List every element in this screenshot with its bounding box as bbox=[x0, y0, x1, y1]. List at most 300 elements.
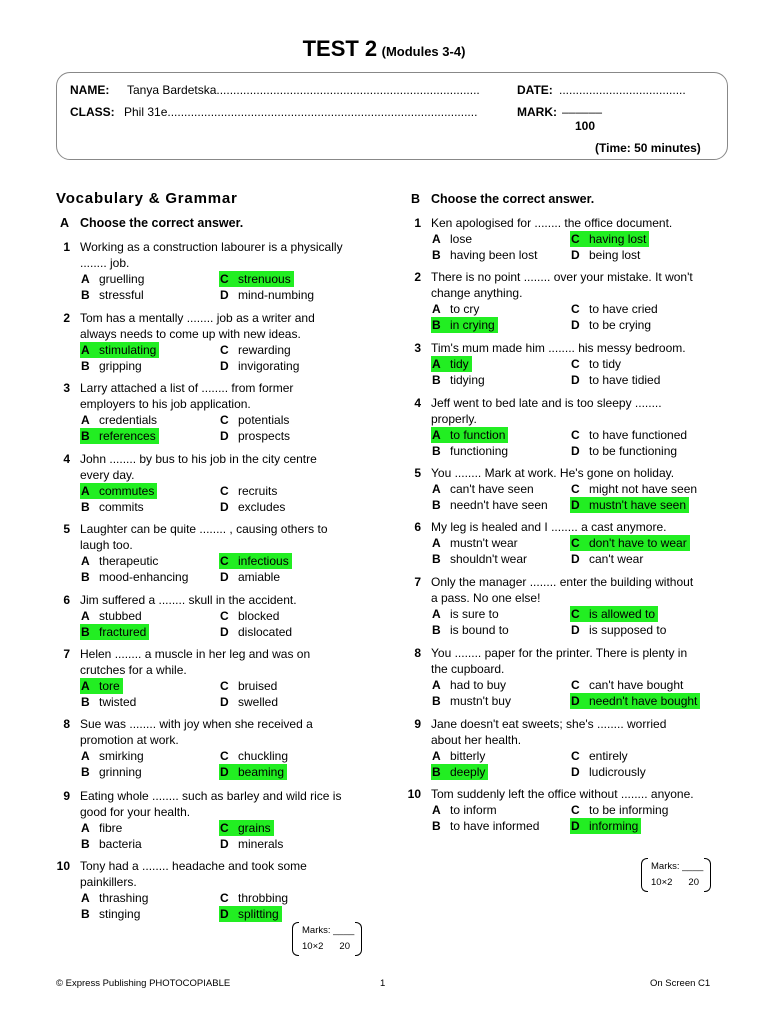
option-letter: C bbox=[571, 428, 580, 442]
option-text: having lost bbox=[589, 232, 647, 246]
question-number: 1 bbox=[414, 216, 421, 230]
option-letter: B bbox=[432, 373, 441, 387]
option-letter: A bbox=[81, 554, 90, 568]
mark-field[interactable]: –––––– bbox=[562, 105, 603, 119]
option-letter: C bbox=[220, 749, 229, 763]
option-text: can't wear bbox=[589, 552, 644, 566]
question-number: 3 bbox=[63, 381, 70, 395]
option-text: is bound to bbox=[450, 623, 509, 637]
class-field[interactable]: Phil 31e............................................................................................. bbox=[124, 105, 478, 119]
option-text: bitterly bbox=[450, 749, 486, 763]
answer-option-b[interactable] bbox=[80, 694, 136, 710]
option-letter: B bbox=[432, 444, 441, 458]
answer-option-d-selected[interactable] bbox=[570, 497, 689, 513]
option-letter: A bbox=[432, 678, 441, 692]
question-number: 3 bbox=[414, 341, 421, 355]
answer-option-a-selected[interactable] bbox=[80, 342, 159, 358]
option-letter: B bbox=[81, 695, 90, 709]
answer-option-c[interactable] bbox=[570, 677, 683, 693]
answer-option-c[interactable] bbox=[219, 890, 288, 906]
question-number: 9 bbox=[63, 789, 70, 803]
answer-option-d[interactable] bbox=[219, 287, 314, 303]
option-text: might not have seen bbox=[589, 482, 698, 496]
option-letter: B bbox=[81, 765, 90, 779]
answer-option-a[interactable] bbox=[80, 553, 158, 569]
option-letter: C bbox=[220, 821, 229, 835]
answer-option-d[interactable] bbox=[219, 836, 283, 852]
answer-option-d[interactable] bbox=[570, 247, 640, 263]
answer-option-b[interactable] bbox=[80, 287, 144, 303]
answer-option-c-selected[interactable] bbox=[219, 271, 294, 287]
option-letter: A bbox=[432, 482, 441, 496]
option-text: grinning bbox=[99, 765, 142, 779]
option-letter: D bbox=[571, 498, 580, 512]
option-text: gripping bbox=[99, 359, 142, 373]
option-letter: B bbox=[81, 288, 90, 302]
answer-option-a[interactable] bbox=[80, 820, 122, 836]
right-bracket bbox=[704, 858, 711, 892]
option-text: don't have to wear bbox=[589, 536, 687, 550]
question-number: 9 bbox=[414, 717, 421, 731]
option-text: therapeutic bbox=[99, 554, 159, 568]
question-stem: Laughter can be quite ........ , causing others to laugh too. bbox=[80, 522, 328, 552]
option-text: chuckling bbox=[238, 749, 289, 763]
option-text: rewarding bbox=[238, 343, 291, 357]
answer-option-c[interactable] bbox=[219, 748, 288, 764]
question-number: 5 bbox=[63, 522, 70, 536]
answer-option-c[interactable] bbox=[219, 342, 291, 358]
answer-option-d[interactable] bbox=[570, 317, 651, 333]
answer-option-c-selected[interactable] bbox=[219, 820, 274, 836]
test-title-modules: (Modules 3-4) bbox=[381, 44, 466, 59]
question-number: 8 bbox=[63, 717, 70, 731]
option-text: needn't have seen bbox=[450, 498, 548, 512]
option-letter: C bbox=[571, 607, 580, 621]
option-text: excludes bbox=[238, 500, 286, 514]
question-stem: Sue was ........ with joy when she received a promotion at work. bbox=[80, 717, 313, 747]
option-text: fibre bbox=[99, 821, 123, 835]
option-text: ludicrously bbox=[589, 765, 646, 779]
option-letter: D bbox=[571, 248, 580, 262]
answer-option-a[interactable] bbox=[431, 677, 506, 693]
option-text: stinging bbox=[99, 907, 141, 921]
option-letter: B bbox=[81, 837, 90, 851]
option-text: is sure to bbox=[450, 607, 499, 621]
question-stem: Tom has a mentally ........ job as a writer and always needs to come up with new ideas. bbox=[80, 311, 315, 341]
answer-option-b[interactable] bbox=[431, 551, 527, 567]
option-text: commits bbox=[99, 500, 144, 514]
option-text: to be crying bbox=[589, 318, 652, 332]
option-text: tidying bbox=[450, 373, 485, 387]
option-text: having been lost bbox=[450, 248, 538, 262]
option-text: had to buy bbox=[450, 678, 507, 692]
question-stem: Only the manager ........ enter the building without a pass. No one else! bbox=[431, 575, 694, 605]
option-letter: A bbox=[432, 302, 441, 316]
answer-option-b-selected[interactable] bbox=[80, 428, 159, 444]
answer-option-b[interactable] bbox=[80, 764, 142, 780]
part-b-instruction-text: Choose the correct answer. bbox=[431, 192, 595, 206]
question-stem: John ........ by bus to his job in the city centre every day. bbox=[80, 452, 317, 482]
option-letter: B bbox=[432, 623, 441, 637]
option-letter: C bbox=[571, 803, 580, 817]
option-text: bacteria bbox=[99, 837, 142, 851]
question-stem: Jane doesn't eat sweets; she's ........ worried about her health. bbox=[431, 717, 667, 747]
question-stem: Ken apologised for ........ the office document. bbox=[431, 216, 673, 230]
answer-option-d-selected[interactable] bbox=[219, 764, 287, 780]
answer-option-d[interactable] bbox=[570, 443, 677, 459]
option-text: mood-enhancing bbox=[99, 570, 189, 584]
option-text: can't have bought bbox=[589, 678, 684, 692]
answer-option-b[interactable] bbox=[431, 693, 511, 709]
answer-option-d[interactable] bbox=[219, 428, 290, 444]
part-b-marks-box bbox=[641, 858, 711, 894]
question-stem: Helen ........ a muscle in her leg and was on crutches for a while. bbox=[80, 647, 311, 677]
option-text: is supposed to bbox=[589, 623, 667, 637]
question-number: 7 bbox=[63, 647, 70, 661]
answer-option-d-selected[interactable] bbox=[570, 693, 700, 709]
question-stem: You ........ Mark at work. He's gone on holiday. bbox=[431, 466, 675, 480]
option-letter: D bbox=[220, 907, 229, 921]
question-stem: Tom suddenly left the office without ........ anyone. bbox=[431, 787, 694, 801]
answer-option-b[interactable] bbox=[80, 836, 142, 852]
option-text: gruelling bbox=[99, 272, 145, 286]
answer-option-b[interactable] bbox=[80, 906, 140, 922]
option-text: grains bbox=[238, 821, 271, 835]
option-text: tore bbox=[99, 679, 120, 693]
answer-option-a-selected[interactable] bbox=[80, 483, 157, 499]
option-letter: A bbox=[432, 536, 441, 550]
option-text: invigorating bbox=[238, 359, 300, 373]
question-stem: There is no point ........ over your mistake. It won't change anything. bbox=[431, 270, 693, 300]
question-stem: Tony had a ........ headache and took some painkillers. bbox=[80, 859, 307, 889]
answer-option-d[interactable] bbox=[570, 372, 660, 388]
answer-option-a[interactable] bbox=[431, 301, 479, 317]
answer-option-c[interactable] bbox=[570, 748, 628, 764]
question-stem: My leg is healed and I ........ a cast anymore. bbox=[431, 520, 667, 534]
option-letter: A bbox=[81, 679, 90, 693]
option-letter: D bbox=[220, 359, 229, 373]
option-letter: D bbox=[220, 570, 229, 584]
part-a-instruction bbox=[60, 216, 243, 230]
option-text: entirely bbox=[589, 749, 628, 763]
part-b-letter: B bbox=[411, 192, 421, 206]
option-text: deeply bbox=[450, 765, 486, 779]
answer-option-b-selected[interactable] bbox=[431, 317, 498, 333]
marks-max: 20 bbox=[688, 877, 699, 888]
option-letter: D bbox=[571, 819, 580, 833]
answer-option-c[interactable] bbox=[219, 483, 277, 499]
part-a-instruction-text: Choose the correct answer. bbox=[80, 216, 244, 230]
option-text: recruits bbox=[238, 484, 278, 498]
answer-option-c[interactable] bbox=[570, 301, 658, 317]
answer-option-a[interactable] bbox=[80, 608, 142, 624]
option-letter: B bbox=[432, 765, 441, 779]
option-letter: D bbox=[220, 837, 229, 851]
option-text: can't have seen bbox=[450, 482, 534, 496]
option-text: commutes bbox=[99, 484, 155, 498]
option-letter: D bbox=[571, 444, 580, 458]
option-letter: B bbox=[81, 500, 90, 514]
option-text: dislocated bbox=[238, 625, 293, 639]
question-number: 6 bbox=[414, 520, 421, 534]
option-letter: A bbox=[432, 607, 441, 621]
answer-option-b[interactable] bbox=[80, 569, 188, 585]
option-text: lose bbox=[450, 232, 473, 246]
option-text: credentials bbox=[99, 413, 158, 427]
option-letter: A bbox=[81, 749, 90, 763]
question-number: 1 bbox=[63, 240, 70, 254]
answer-option-a-selected[interactable] bbox=[80, 678, 123, 694]
option-text: stimulating bbox=[99, 343, 157, 357]
option-letter: A bbox=[432, 428, 441, 442]
option-text: infectious bbox=[238, 554, 289, 568]
left-bracket bbox=[292, 922, 299, 956]
option-letter: D bbox=[220, 625, 229, 639]
option-text: shouldn't wear bbox=[450, 552, 528, 566]
option-text: to have cried bbox=[589, 302, 658, 316]
answer-option-a[interactable] bbox=[431, 481, 534, 497]
option-letter: A bbox=[81, 609, 90, 623]
option-text: mustn't wear bbox=[450, 536, 518, 550]
option-letter: A bbox=[81, 484, 90, 498]
left-bracket bbox=[641, 858, 648, 892]
option-text: functioning bbox=[450, 444, 509, 458]
answer-option-d-selected[interactable] bbox=[219, 906, 282, 922]
answer-option-c[interactable] bbox=[570, 481, 697, 497]
option-letter: B bbox=[81, 359, 90, 373]
option-text: blocked bbox=[238, 609, 280, 623]
option-letter: A bbox=[81, 272, 90, 286]
option-letter: A bbox=[432, 357, 441, 371]
answer-option-a-selected[interactable] bbox=[431, 356, 472, 372]
option-letter: A bbox=[81, 891, 90, 905]
part-b-instruction bbox=[411, 192, 594, 206]
option-letter: B bbox=[432, 248, 441, 262]
name-label: NAME: bbox=[70, 83, 110, 97]
answer-option-a[interactable] bbox=[431, 748, 485, 764]
option-letter: B bbox=[432, 318, 441, 332]
option-text: smirking bbox=[99, 749, 144, 763]
date-label: DATE: bbox=[517, 83, 553, 97]
option-text: splitting bbox=[238, 907, 279, 921]
option-letter: D bbox=[571, 373, 580, 387]
option-letter: B bbox=[432, 694, 441, 708]
footer-book-title: On Screen C1 bbox=[650, 978, 711, 989]
option-letter: D bbox=[220, 500, 229, 514]
student-info-box bbox=[56, 72, 728, 160]
option-letter: C bbox=[571, 232, 580, 246]
option-letter: C bbox=[571, 302, 580, 316]
answer-option-b[interactable] bbox=[431, 818, 539, 834]
answer-option-c[interactable] bbox=[219, 412, 289, 428]
answer-option-d[interactable] bbox=[219, 358, 299, 374]
date-field[interactable]: ...................................... bbox=[559, 83, 686, 97]
option-text: mustn't buy bbox=[450, 694, 511, 708]
option-letter: D bbox=[220, 695, 229, 709]
option-letter: C bbox=[220, 609, 229, 623]
option-text: bruised bbox=[238, 679, 278, 693]
option-letter: B bbox=[81, 907, 90, 921]
option-letter: D bbox=[571, 318, 580, 332]
question-stem: Larry attached a list of ........ from former employers to his job application. bbox=[80, 381, 294, 411]
answer-option-d[interactable] bbox=[219, 694, 278, 710]
option-text: tidy bbox=[450, 357, 469, 371]
option-text: mustn't have seen bbox=[589, 498, 687, 512]
option-letter: B bbox=[432, 498, 441, 512]
option-text: thrashing bbox=[99, 891, 149, 905]
option-letter: C bbox=[220, 413, 229, 427]
answer-option-a[interactable] bbox=[431, 231, 472, 247]
option-text: prospects bbox=[238, 429, 291, 443]
answer-option-a-selected[interactable] bbox=[431, 427, 508, 443]
option-text: fractured bbox=[99, 625, 147, 639]
option-letter: B bbox=[432, 819, 441, 833]
option-letter: D bbox=[571, 694, 580, 708]
option-text: potentials bbox=[238, 413, 290, 427]
question-stem: Working as a construction labourer is a physically ........ job. bbox=[80, 240, 343, 270]
question-stem: Tim's mum made him ........ his messy bedroom. bbox=[431, 341, 686, 355]
answer-option-d[interactable] bbox=[570, 551, 643, 567]
mark-total: 100 bbox=[575, 119, 596, 133]
option-text: to have tidied bbox=[589, 373, 661, 387]
time-limit: (Time: 50 minutes) bbox=[595, 141, 701, 155]
option-letter: C bbox=[220, 891, 229, 905]
answer-option-c-selected[interactable] bbox=[570, 231, 649, 247]
answer-option-c[interactable] bbox=[219, 678, 277, 694]
answer-option-d[interactable] bbox=[219, 569, 280, 585]
option-letter: D bbox=[220, 288, 229, 302]
answer-option-b[interactable] bbox=[431, 372, 485, 388]
option-letter: C bbox=[571, 749, 580, 763]
answer-option-c-selected[interactable] bbox=[570, 606, 658, 622]
option-text: amiable bbox=[238, 570, 281, 584]
option-text: stubbed bbox=[99, 609, 142, 623]
option-text: twisted bbox=[99, 695, 137, 709]
option-text: to function bbox=[450, 428, 506, 442]
option-text: references bbox=[99, 429, 156, 443]
question-stem: You ........ paper for the printer. There is plenty in the cupboard. bbox=[431, 646, 688, 676]
option-letter: B bbox=[81, 570, 90, 584]
answer-option-b[interactable] bbox=[80, 358, 142, 374]
test-title bbox=[0, 36, 768, 62]
option-letter: B bbox=[81, 429, 90, 443]
option-letter: C bbox=[571, 357, 580, 371]
answer-option-a[interactable] bbox=[80, 748, 144, 764]
test-title-main: TEST 2 bbox=[302, 36, 378, 61]
answer-option-c-selected[interactable] bbox=[219, 553, 292, 569]
option-text: in crying bbox=[450, 318, 495, 332]
option-letter: A bbox=[81, 343, 90, 357]
answer-option-a[interactable] bbox=[80, 890, 148, 906]
question-number: 2 bbox=[414, 270, 421, 284]
option-letter: C bbox=[571, 536, 580, 550]
option-letter: B bbox=[432, 552, 441, 566]
option-text: strenuous bbox=[238, 272, 291, 286]
option-letter: C bbox=[220, 272, 229, 286]
option-text: beaming bbox=[238, 765, 285, 779]
marks-formula: 10×2 bbox=[651, 877, 673, 888]
answer-option-a[interactable] bbox=[431, 535, 518, 551]
option-text: to have informed bbox=[450, 819, 540, 833]
answer-option-b[interactable] bbox=[431, 443, 508, 459]
option-text: mind-numbing bbox=[238, 288, 315, 302]
part-a-letter: A bbox=[60, 216, 70, 230]
option-letter: A bbox=[81, 821, 90, 835]
marks-label: Marks: ____ bbox=[302, 925, 355, 936]
option-letter: C bbox=[220, 679, 229, 693]
question-stem: Eating whole ........ such as barley and wild rice is good for your health. bbox=[80, 789, 342, 819]
answer-option-c[interactable] bbox=[570, 427, 687, 443]
option-text: informing bbox=[589, 819, 639, 833]
option-text: to inform bbox=[450, 803, 497, 817]
option-letter: A bbox=[432, 749, 441, 763]
answer-option-d[interactable] bbox=[570, 622, 666, 638]
option-text: throbbing bbox=[238, 891, 289, 905]
answer-option-b-selected[interactable] bbox=[80, 624, 149, 640]
option-letter: D bbox=[571, 765, 580, 779]
answer-option-d[interactable] bbox=[570, 764, 646, 780]
mark-label: MARK: bbox=[517, 105, 557, 119]
option-text: swelled bbox=[238, 695, 279, 709]
answer-option-b[interactable] bbox=[80, 499, 144, 515]
option-text: needn't have bought bbox=[589, 694, 698, 708]
option-letter: C bbox=[571, 482, 580, 496]
answer-option-b[interactable] bbox=[431, 497, 548, 513]
question-number: 7 bbox=[414, 575, 421, 589]
marks-label: Marks: ____ bbox=[651, 861, 704, 872]
answer-option-d[interactable] bbox=[219, 499, 285, 515]
answer-option-a[interactable] bbox=[431, 606, 499, 622]
question-number: 2 bbox=[63, 311, 70, 325]
question-number: 10 bbox=[407, 787, 421, 801]
right-bracket bbox=[355, 922, 362, 956]
option-text: to be informing bbox=[589, 803, 669, 817]
question-number: 8 bbox=[414, 646, 421, 660]
answer-option-c[interactable] bbox=[219, 608, 279, 624]
answer-option-d[interactable] bbox=[219, 624, 292, 640]
answer-option-a[interactable] bbox=[431, 802, 497, 818]
option-text: minerals bbox=[238, 837, 284, 851]
answer-option-b[interactable] bbox=[431, 622, 509, 638]
marks-max: 20 bbox=[339, 941, 350, 952]
question-number: 5 bbox=[414, 466, 421, 480]
answer-option-c[interactable] bbox=[570, 802, 668, 818]
name-field[interactable]: Tanya Bardetska............................................................................... bbox=[127, 83, 480, 97]
option-letter: A bbox=[81, 413, 90, 427]
class-label: CLASS: bbox=[70, 105, 115, 119]
option-letter: B bbox=[81, 625, 90, 639]
answer-option-a[interactable] bbox=[80, 271, 144, 287]
option-text: to be functioning bbox=[589, 444, 678, 458]
section-title: Vocabulary & Grammar bbox=[56, 190, 238, 207]
question-stem: Jim suffered a ........ skull in the accident. bbox=[80, 593, 297, 607]
option-text: to tidy bbox=[589, 357, 622, 371]
question-stem: Jeff went to bed late and is too sleepy ........ properly. bbox=[431, 396, 662, 426]
option-letter: A bbox=[432, 803, 441, 817]
answer-option-d-selected[interactable] bbox=[570, 818, 641, 834]
answer-option-a[interactable] bbox=[80, 412, 157, 428]
marks-formula: 10×2 bbox=[302, 941, 324, 952]
option-letter: D bbox=[571, 552, 580, 566]
answer-option-b-selected[interactable] bbox=[431, 764, 488, 780]
option-letter: D bbox=[571, 623, 580, 637]
option-letter: C bbox=[220, 343, 229, 357]
option-text: being lost bbox=[589, 248, 641, 262]
option-letter: C bbox=[220, 554, 229, 568]
answer-option-c-selected[interactable] bbox=[570, 535, 690, 551]
answer-option-c[interactable] bbox=[570, 356, 621, 372]
answer-option-b[interactable] bbox=[431, 247, 537, 263]
